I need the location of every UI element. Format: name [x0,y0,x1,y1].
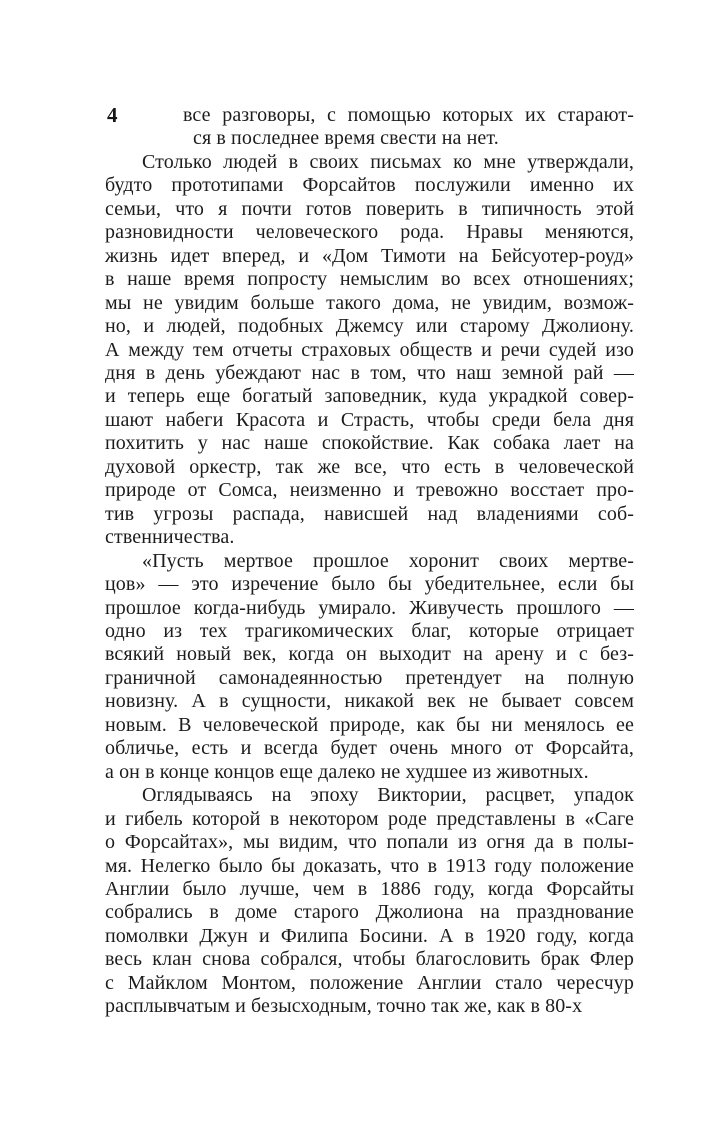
text-line: с Майклом Монтом, положение Англии стало чересчур [105,971,634,994]
text-line: расплывчатым и безысходным, точно так же, как в 80-х [105,995,583,1018]
text-line: Англии было лучше, чем в 1886 году, когда Форсайты [105,877,634,900]
text-line: все разговоры, с помощью которых их старают- [183,104,634,126]
text-line: ся в последнее время свести на нет. [193,127,499,150]
text-line: жизнь идет вперед, и «Дом Тимоти на Бейсуотер-роуд» [105,244,634,267]
text-line: Оглядываясь на эпоху Виктории, расцвет, упадок [142,784,634,807]
text-line: в наше время попросту немыслим во всех отношениях; [105,268,634,291]
text-line: духовой оркестр, так же все, что есть в человеческой [105,455,634,478]
page-number: 4 [107,103,118,127]
text-line: тив угрозы распада, нависшей над владениями соб- [105,502,634,525]
text-line: обличье, есть и всегда будет очень много от Форсайта, [105,737,634,760]
text-line: мы не увидим больше такого дома, не увидим, возмож- [105,291,634,314]
text-line: будто прототипами Форсайтов послужили именно их [105,174,634,197]
text-line: семьи, что я почти готов поверить в типичность этой [105,197,634,220]
text-line: мя. Нелегко было бы доказать, что в 1913 году положение [105,854,634,877]
text-line: новизну. А в сущности, никакой век не бывает совсем [105,690,634,713]
text-line: цов» — это изречение было бы убедительнее, если бы [105,573,634,596]
text-line: дня в день убеждают нас в том, что наш земной рай — [105,361,634,384]
text-line: граничной самонадеянностью претендует на полную [105,666,634,689]
text-line: весь клан снова собрался, чтобы благословить брак Флер [105,948,634,971]
text-line: шают набеги Красота и Страсть, чтобы среди бела дня [105,408,634,431]
text-line: но, и людей, подобных Джемсу или старому Джолиону. [105,315,634,338]
text-line: природе от Сомса, неизменно и тревожно восстает про- [105,479,634,502]
text-line: о Форсайтах», мы видим, что попали из огня да в полы- [105,831,634,854]
text-line: «Пусть мертвое прошлое хоронит своих мертве- [142,549,634,572]
text-line: ственничества. [105,526,235,549]
text-line: а он в конце концов еще далеко не худшее из животных. [105,760,589,783]
text-line: похитить у нас наше спокойствие. Как собака лает на [105,432,634,455]
text-block [105,104,634,1019]
text-line: разновидности человеческого рода. Нравы меняются, [105,221,634,244]
text-line: и теперь еще богатый заповедник, куда украдкой совер- [105,385,634,408]
text-line: Столько людей в своих письмах ко мне утверждали, [142,150,634,173]
text-line: А между тем отчеты страховых обществ и речи судей изо [105,338,634,361]
text-line: помолвки Джун и Филипа Босини. А в 1920 году, когда [105,924,634,947]
text-line: всякий новый век, когда он выходит на арену и с без- [105,643,634,666]
text-line: прошлое когда-нибудь умирало. Живучесть прошлого — [105,596,634,619]
text-line: собрались в доме старого Джолиона на празднование [105,901,634,924]
text-line: одно из тех трагикомических благ, которые отрицает [105,619,634,642]
text-line: и гибель которой в некотором роде представлены в «Саге [105,807,634,830]
text-line: новым. В человеческой природе, как бы ни менялось ее [105,713,634,736]
